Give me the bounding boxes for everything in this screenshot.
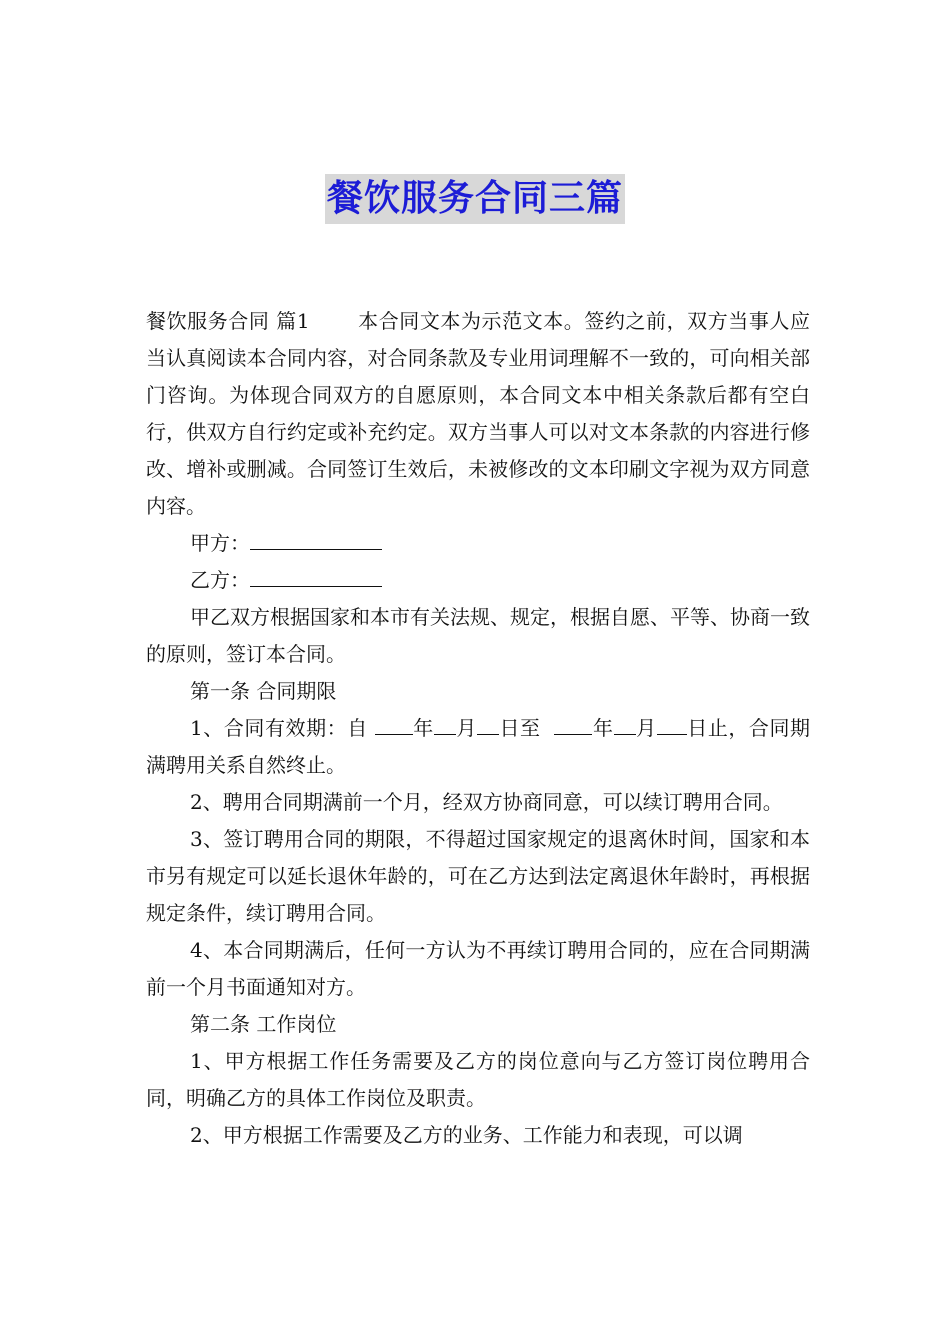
start-year-blank bbox=[375, 712, 413, 735]
end-day-blank bbox=[657, 712, 687, 735]
intro-text: 本合同文本为示范文本。签约之前，双方当事人应当认真阅读本合同内容，对合同条款及专业用词理解不一致的，可向相关部门咨询。为体现合同双方的自愿原则，本合同文本中相关条款后都有空白行，供双方自行约定或补充约定。双方当事人可以对文本条款的内容进行修改、增补或删减。合同签订生效后，未被修改的文本印刷文字视为双方同意内容。 bbox=[146, 309, 810, 518]
start-month-blank bbox=[434, 712, 456, 735]
article-2-heading: 第二条 工作岗位 bbox=[190, 1012, 337, 1036]
day-label-1: 日至 bbox=[498, 716, 541, 740]
article-1-clause-3: 3、签订聘用合同的期限，不得超过国家规定的退离休时间，国家和本市另有规定可以延长退休年龄的，可在乙方达到法定离退休年龄时，再根据规定条件，续订聘用合同。 bbox=[146, 827, 810, 925]
clause-1-end: 日止，合同期满聘用关系自然终止。 bbox=[146, 716, 811, 777]
party-b-line bbox=[146, 562, 810, 599]
article-1-clause-1 bbox=[146, 710, 810, 784]
party-b-label: 乙方： bbox=[190, 568, 250, 592]
end-year-blank bbox=[554, 712, 592, 735]
intro-label: 餐饮服务合同 篇1 bbox=[146, 309, 310, 333]
end-month-blank bbox=[614, 712, 636, 735]
month-label-2: 月 bbox=[635, 716, 657, 740]
article-1-heading: 第一条 合同期限 bbox=[190, 679, 337, 703]
document-body bbox=[146, 303, 810, 1154]
party-b-blank bbox=[250, 564, 382, 587]
article-2-clause-1: 1、甲方根据工作任务需要及乙方的岗位意向与乙方签订岗位聘用合同，明确乙方的具体工作岗位及职责。 bbox=[146, 1049, 810, 1110]
clause-1-prefix: 1、合同有效期：自 bbox=[190, 716, 368, 740]
article-1-clause-4: 4、本合同期满后，任何一方认为不再续订聘用合同的，应在合同期满前一个月书面通知对方。 bbox=[146, 938, 810, 999]
year-label-2: 年 bbox=[592, 716, 614, 740]
year-label-1: 年 bbox=[412, 716, 434, 740]
title-container bbox=[0, 174, 950, 224]
party-a-line bbox=[146, 525, 810, 562]
document-title: 餐饮服务合同三篇 bbox=[325, 174, 625, 224]
preamble-paragraph: 甲乙双方根据国家和本市有关法规、规定，根据自愿、平等、协商一致的原则，签订本合同。 bbox=[146, 605, 810, 666]
party-a-label: 甲方： bbox=[190, 531, 250, 555]
start-day-blank bbox=[477, 712, 499, 735]
article-2-clause-2: 2、甲方根据工作需要及乙方的业务、工作能力和表现，可以调 bbox=[190, 1123, 743, 1147]
article-1-clause-2: 2、聘用合同期满前一个月，经双方协商同意，可以续订聘用合同。 bbox=[190, 790, 783, 814]
party-a-blank bbox=[250, 527, 382, 550]
month-label-1: 月 bbox=[455, 716, 477, 740]
intro-paragraph bbox=[146, 303, 810, 525]
